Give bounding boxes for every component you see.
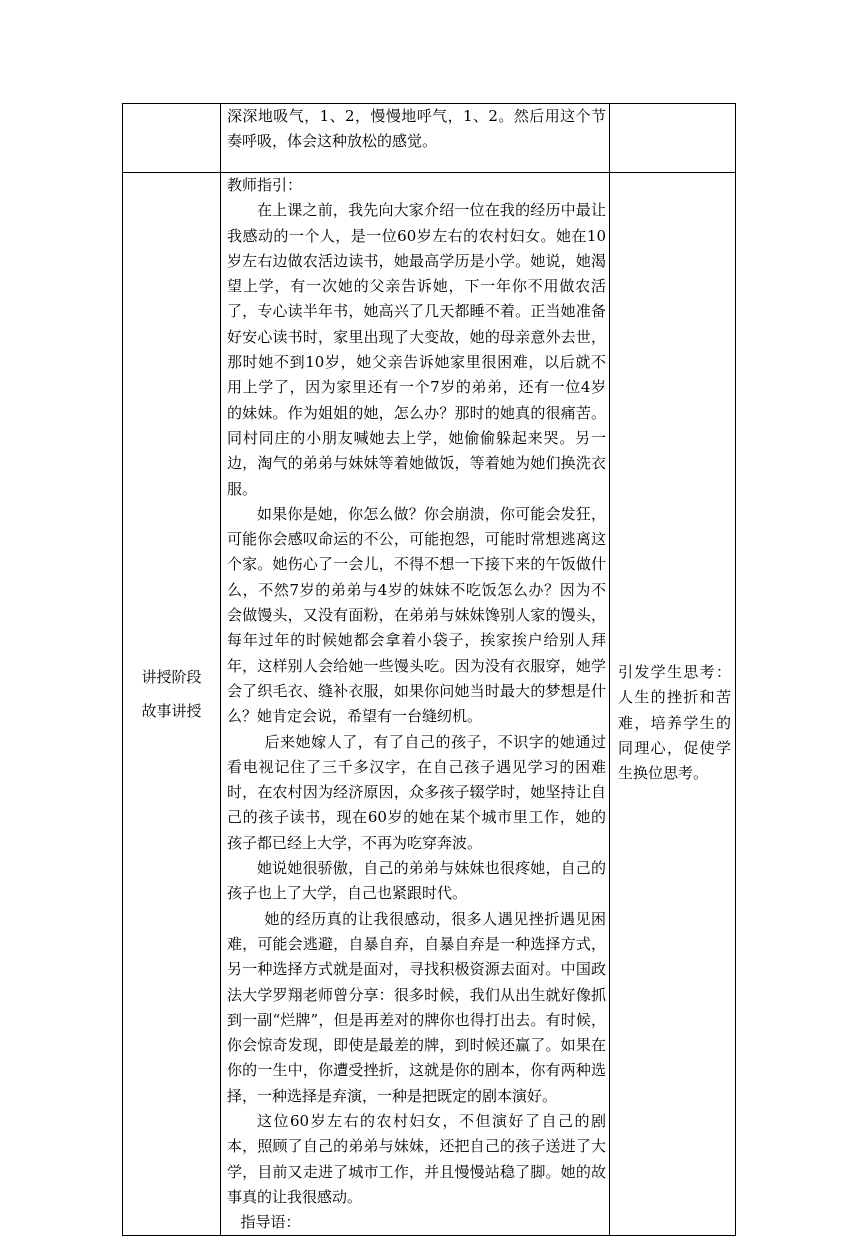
stage-cell	[123, 173, 221, 1236]
content-paragraph: 她说她很骄傲，自己的弟弟与妹妹也很疼她，自己的孩子也上了大学，自己也紧跟时代。	[227, 859, 606, 903]
note-text: 引发学生思考：人生的挫折和苦难，培养学生的同理心，促使学生换位思考。	[618, 663, 731, 783]
content-paragraph: 这位60岁左右的农村妇女，不但演好了自己的剧本，照顾了自己的弟弟与妹妹，还把自己的孩子送进了大学，目前又走进了城市工作，并且慢慢站稳了脚。她的故事真的让我很感动。	[227, 1111, 606, 1206]
content-cell	[221, 104, 610, 173]
section-heading: 教师指引：	[227, 176, 303, 194]
content-paragraph: 后来她嫁人了，有了自己的孩子，不识字的她通过看电视记住了三千多汉字，在自己孩子遇见学习的困难时，在农村因为经济原因，众多孩子辍学时，她坚持让自己的孩子读书，现在60岁的她在某个城市里工作，她的孩子都已经上大学，不再为吃穿奔波。	[227, 732, 606, 852]
note-cell	[610, 173, 736, 1236]
table-row	[123, 104, 736, 173]
content-paragraph: 在上课之前，我先向大家介绍一位在我的经历中最让我感动的一个人，是一位60岁左右的农村妇女。她在10岁左右边做农活边读书，她最高学历是小学。她说，她渴望上学，有一次她的父亲告诉她，下一年你不用做农活了，专心读半年书，她高兴了几天都睡不着。正当她准备好安心读书时，家里出现了大变故，她的母亲意外去世，那时她不到10岁，她父亲告诉她家里很困难，以后就不用上学了，因为家里还有一个7岁的弟弟，还有一位4岁的妹妹。作为姐姐的她，怎么办？那时的她真的很痛苦。同村同庄的小朋友喊她去上学，她偷偷躲起来哭。另一边，淘气的弟弟与妹妹等着她做饭，等着她为她们换洗衣服。	[227, 201, 606, 498]
content-paragraph: 如果你是她，你怎么做？你会崩溃，你可能会发狂，可能你会感叹命运的不公，可能抱怨，可能时常想逃离这个家。她伤心了一会儿，不得不想一下接下来的午饭做什么，不然7岁的弟弟与4岁的妹妹不吃饭怎么办？因为不会做馒头，又没有面粉，在弟弟与妹妹馋别人家的馒头，每年过年的时候她都会拿着小袋子，挨家挨户给别人拜年，这样别人会给她一些馒头吃。因为没有衣服穿，她学会了织毛衣、缝补衣服，如果你问她当时最大的梦想是什么？她肯定会说，希望有一台缝纫机。	[227, 504, 606, 726]
content-cell	[221, 173, 610, 1236]
guidance-label: 指导语：	[240, 1213, 301, 1232]
note-cell	[610, 104, 736, 173]
lesson-plan-table	[122, 103, 736, 1236]
table-row	[123, 173, 736, 1236]
content-paragraph: 她的经历真的让我很感动，很多人遇见挫折遇见困难，可能会逃避，自暴自弃，自暴自弃是一种选择方式，另一种选择方式就是面对，寻找积极资源去面对。中国政法大学罗翔老师曾分享：很多时候，我们从出生就好像抓到一副“烂牌”，但是再差对的牌你也得打出去。有时候，你会惊奇发现，即使是最差的牌，到时候还赢了。如果在你的一生中，你遭受挫折，这就是你的剧本，你有两种选择，一种选择是弃演，一种是把既定的剧本演好。	[227, 909, 606, 1105]
stage-label: 讲授阶段	[141, 668, 202, 686]
stage-sublabel: 故事讲授	[141, 702, 202, 720]
stage-cell	[123, 104, 221, 173]
content-paragraph: 深深地吸气，1、2，慢慢地呼气，1、2。然后用这个节奏呼吸，体会这种放松的感觉。	[227, 107, 606, 151]
